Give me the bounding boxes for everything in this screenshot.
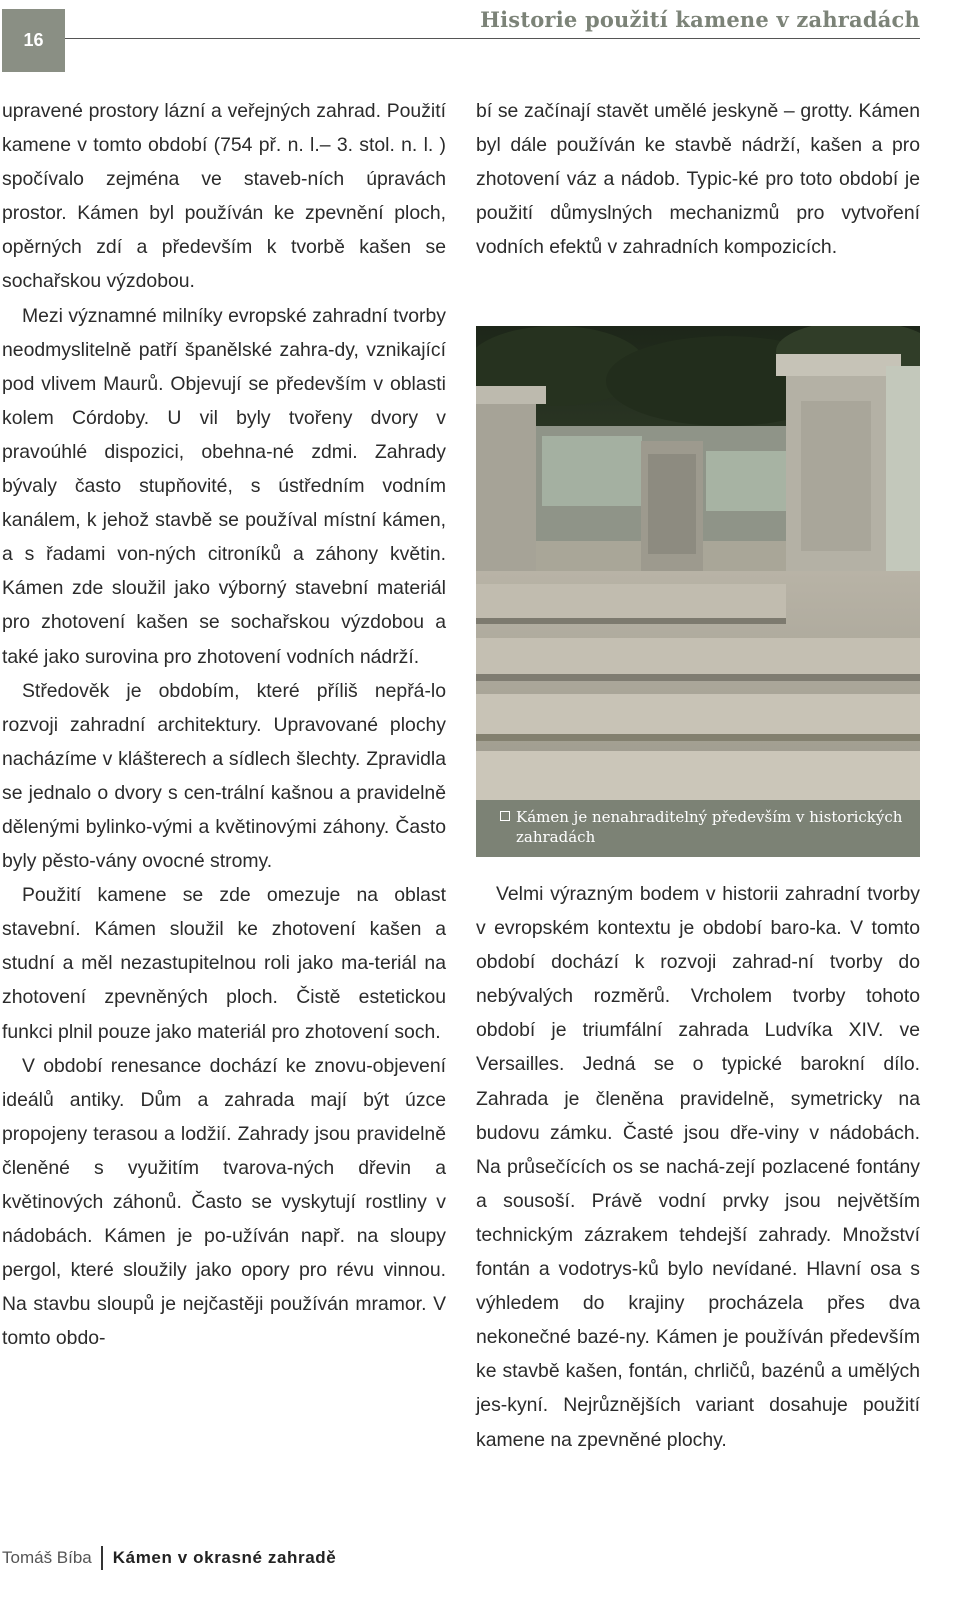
footer-author: Tomáš Bíba <box>2 1548 92 1567</box>
caption-square-icon <box>500 811 510 821</box>
right-text-column-top <box>476 94 920 264</box>
paragraph: Středověk je obdobím, které příliš nepřá-lo rozvoji zahradní architektury. Upravované plochy nacházíme v klášterech a sídlech šlechty. Zpravidla se jednalo o dvory s cen-trální kašnou a pravidelně dělenými bylinko-vými a květinovými záhony. Často byly pěsto-vány ovocné stromy. <box>2 679 446 873</box>
header-rule <box>65 38 920 39</box>
page-number: 16 <box>2 9 65 72</box>
footer <box>2 1546 336 1570</box>
caption-text: Kámen je nenahraditelný především v historických zahradách <box>516 808 903 846</box>
paragraph: bí se začínají stavět umělé jeskyně – grotty. Kámen byl dále používán ke stavbě nádrží, kašen a pro zhotovení váz a nádob. Typic-ké pro toto období je použití důmyslných mechanizmů pro vytvoření vodních efektů v zahradních kompozicích. <box>476 100 920 259</box>
right-text-column-bottom <box>476 877 920 1457</box>
paragraph: V období renesance dochází ke znovu-objevení ideálů antiky. Dům a zahrada mají být úzce propojeny terasou a lodžií. Zahrady jsou pravidelně členěné s využitím tvarova-ných dřevin a květinových záhonů. Často se vyskytují rostliny v nádobách. Kámen je po-užíván např. na sloupy pergol, které sloužily jako opory pro révu vinnou. Na stavbu sloupů je nejčastěji používán mramor. V tomto obdo- <box>2 1054 446 1350</box>
footer-divider <box>101 1546 103 1570</box>
figure-caption <box>476 800 920 857</box>
paragraph: Použití kamene se zde omezuje na oblast stavební. Kámen sloužil ke zhotovení kašen a studní a měl nezastupitelnou roli jako ma-teriál na zhotovení zpevněných ploch. Čistě estetickou funkci plnil pouze jako materiál pro zhotovení soch. <box>2 884 446 1043</box>
paragraph: Mezi významné milníky evropské zahradní tvorby neodmyslitelně patří španělské zahra-dy, vznikající pod vlivem Maurů. Objevují se především v oblasti kolem Córdoby. U vil byly tvořeny dvory v pravoúhlé dispozici, obehna-né zdmi. Zahrady bývaly často stupňovité, s ústředním vodním kanálem, k jehož stavbě se používal místní kámen, a s řadami von-ných citroníků a záhony květin. Kámen zde sloužil jako výborný stavební materiál pro zhotovení kašen se sochařskou výzdobou a také jako surovina pro zhotovení vodních nádrží. <box>2 304 446 668</box>
footer-book-title: Kámen v okrasné zahradě <box>112 1548 337 1567</box>
paragraph: upravené prostory lázní a veřejných zahrad. Použití kamene v tomto období (754 př. n. l.– 3. stol. n. l. ) spočívalo zejména ve staveb-ních úpravách prostor. Kámen byl používán ke zpevnění ploch, opěrných zdí a především k tvorbě kašen se sochařskou výzdobou. <box>2 100 446 293</box>
paragraph: Velmi výrazným bodem v historii zahradní tvorby v evropském kontextu je období baro-ka. V tomto období dochází k rozvoji zahrad-ní tvorby do nebývalých rozměrů. Vrcholem tvorby tohoto období je triumfální zahrada Ludvíka XIV. ve Versailles. Jedná se o typické barokní dílo. Zahrada je členěna pravidelně, symetricky na budovu zámku. Časté jsou dře-viny v nádobách. Na průsečících os se nachá-zejí pozlacené fontány a sousoší. Právě vodní prvky jsou největším technickým zázrakem tehdejší zahrady. Množství fontán a vodotrys-ků bylo nevídané. Hlavní osa s výhledem do krajiny procházela přes dva nekonečné bazé-ny. Kámen je používán především ke stavbě kašen, fontán, chrličů, bazénů a umělých jes-kyní. Nejrůznějších variant dosahuje použití kamene na zpevněné plochy. <box>476 883 920 1451</box>
stone-steps-photo <box>476 326 920 800</box>
running-title: Historie použití kamene v zahradách <box>480 7 920 32</box>
left-text-column <box>2 94 446 1355</box>
